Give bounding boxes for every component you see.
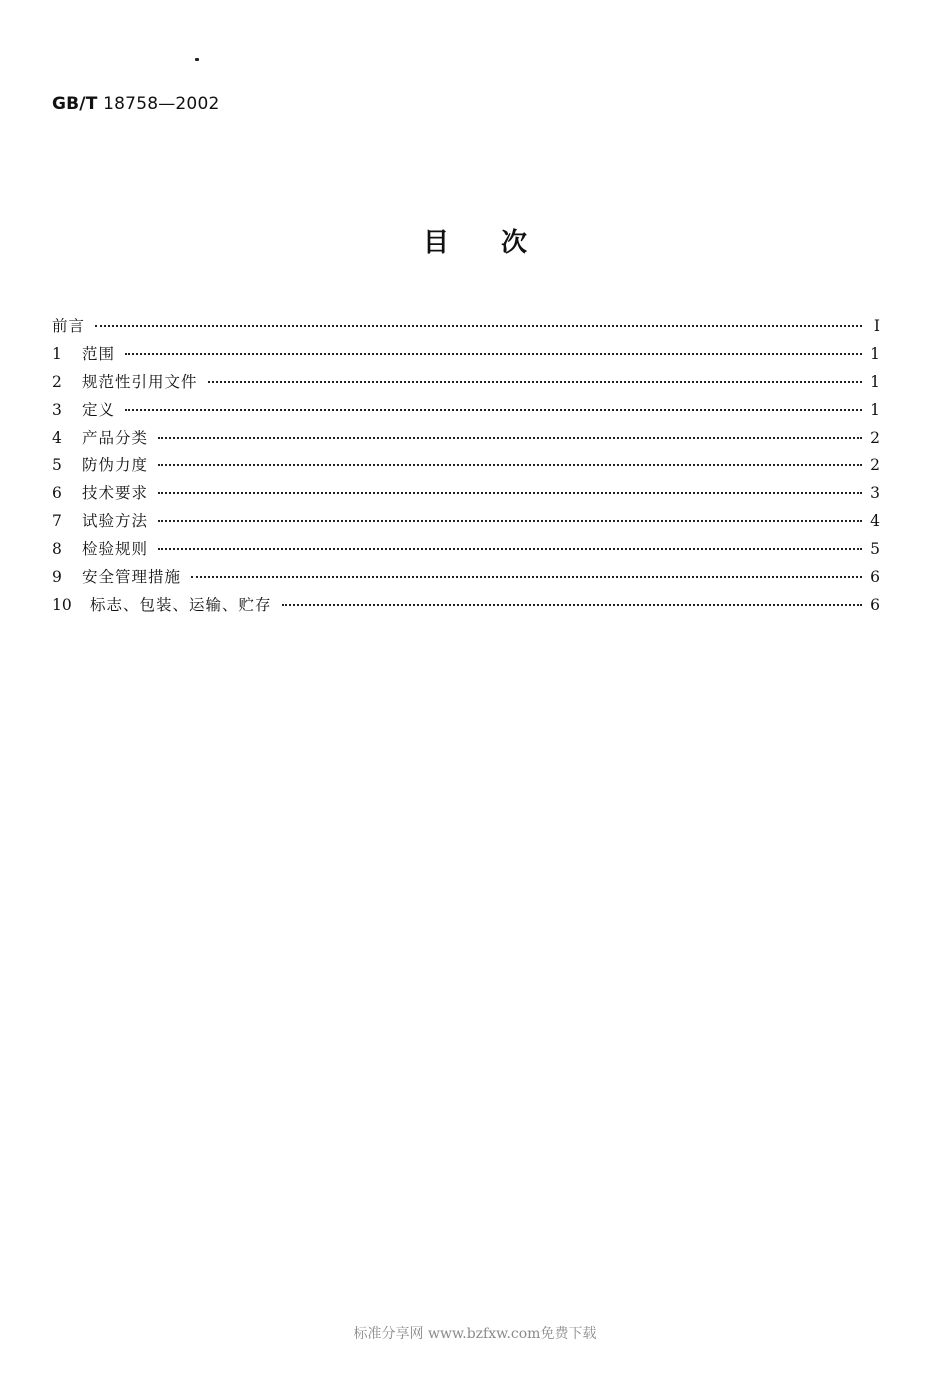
scan-speck <box>195 58 199 61</box>
toc-entry-6 <box>52 480 880 508</box>
toc-entry-page: 1 <box>870 372 880 391</box>
standard-prefix: GB/T <box>52 94 98 114</box>
toc-entry-3 <box>52 397 880 425</box>
toc-entry-foreword <box>52 313 880 341</box>
toc-entry-8 <box>52 536 880 564</box>
toc-entry-label: 技术要求 <box>82 484 149 503</box>
toc-entry-label: 标志、包装、运输、贮存 <box>90 595 272 614</box>
toc-entry-page: I <box>873 317 880 335</box>
toc-entry-5 <box>52 452 880 480</box>
toc-entry-label: 试验方法 <box>82 512 149 531</box>
table-of-contents <box>52 313 880 620</box>
toc-entry-page: 2 <box>870 456 880 475</box>
toc-entry-label: 规范性引用文件 <box>82 372 198 391</box>
toc-entry-label: 前言 <box>52 317 86 335</box>
toc-entry-number: 10 <box>52 595 72 614</box>
dot-leader <box>191 576 862 578</box>
toc-entry-7 <box>52 508 880 536</box>
toc-entry-page: 1 <box>870 344 880 363</box>
page-title: 目次 <box>422 228 579 258</box>
toc-entry-page: 2 <box>870 428 880 447</box>
toc-entry-label: 防伪力度 <box>82 456 149 475</box>
toc-entry-number: 6 <box>52 484 62 503</box>
toc-entry-1 <box>52 341 880 369</box>
footer-watermark: 标准分享网 www.bzfxw.com免费下载 <box>353 1326 597 1342</box>
toc-entry-page: 6 <box>870 568 880 587</box>
dot-leader <box>95 325 862 327</box>
toc-entry-label: 安全管理措施 <box>82 568 182 587</box>
toc-entry-page: 1 <box>870 400 880 419</box>
dot-leader <box>158 548 862 550</box>
dot-leader <box>125 409 862 411</box>
toc-entry-number: 8 <box>52 540 62 559</box>
toc-entry-4 <box>52 425 880 453</box>
toc-entry-label: 范围 <box>82 344 116 363</box>
standard-number <box>52 94 219 114</box>
toc-entry-number: 7 <box>52 512 62 531</box>
toc-entry-page: 6 <box>870 595 880 614</box>
toc-entry-number: 5 <box>52 456 62 475</box>
toc-entry-number: 4 <box>52 428 62 447</box>
standard-code: 18758—2002 <box>103 94 220 114</box>
dot-leader <box>282 604 862 606</box>
toc-entry-number: 9 <box>52 568 62 587</box>
toc-entry-page: 3 <box>870 484 880 503</box>
toc-entry-page: 5 <box>870 540 880 559</box>
dot-leader <box>158 464 862 466</box>
toc-entry-2 <box>52 369 880 397</box>
toc-entry-number: 2 <box>52 372 62 391</box>
toc-entry-label: 检验规则 <box>82 540 149 559</box>
toc-entry-number: 1 <box>52 344 62 363</box>
toc-entry-10 <box>52 592 880 620</box>
dot-leader <box>158 492 862 494</box>
toc-entry-page: 4 <box>870 512 880 531</box>
dot-leader <box>208 381 862 383</box>
toc-entry-number: 3 <box>52 400 62 419</box>
dot-leader <box>158 437 862 439</box>
dot-leader <box>125 353 862 355</box>
toc-entry-label: 产品分类 <box>82 428 149 447</box>
toc-entry-label: 定义 <box>82 400 116 419</box>
dot-leader <box>158 520 862 522</box>
toc-entry-9 <box>52 564 880 592</box>
